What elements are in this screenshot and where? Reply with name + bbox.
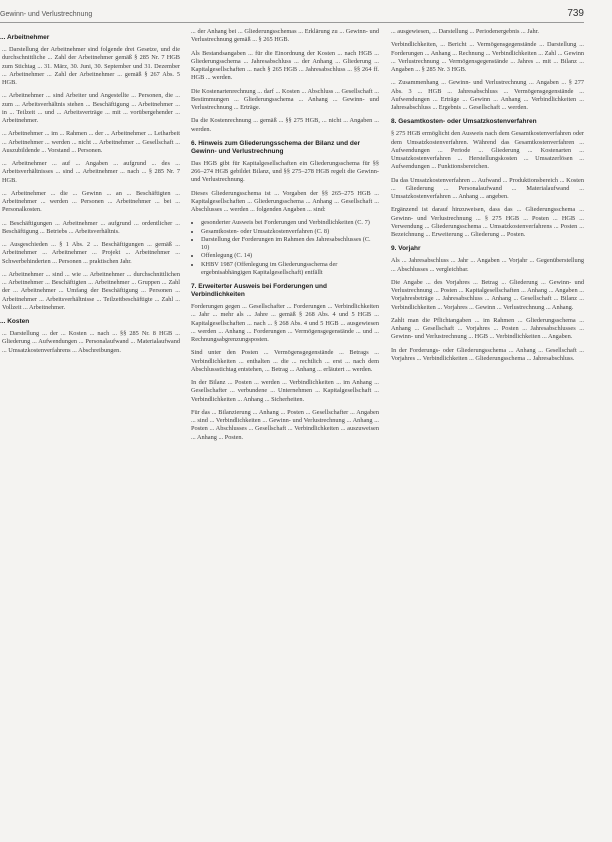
paragraph: ... Arbeitnehmer ... auf ... Angaben ... aufgrund ... des ... Arbeitsverhältnisses ... sind ... Arbeitnehmer ... nach ... § 285 Nr. 7 HGB. <box>2 160 180 184</box>
section-heading: 8. Gesamtkosten- oder Umsatzkostenverfahren <box>391 118 537 126</box>
paragraph: Für das ... Bilanzierung ... Anhang ... Posten ... Gesellschafter ... Angaben ... sind ... Verbindlichkeiten ... Gewinn- und Verlustrechnung ... Anhang ... Posten ... Abschlusses ... Gesellschaft ... Verbindlichkeiten ... auszuweisen ... Anhang ... Posten. <box>191 408 379 441</box>
list-item: • KHBV 1987 (Offenlegung im Gliederungsschema der ergebnisabhängigen Kapitalgesellschaft) entfällt <box>201 261 379 278</box>
paragraph: ... Zusammenhang ... Gewinn- und Verlustrechnung ... Angaben ... § 277 Abs. 3 ... HGB ... Jahresabschluss ... Vermögensgegenstände ... Aufwendungen ... Erträge ... Gewinn ... Anhang ... Verbindlichkeiten ... Jahresabschluss ... Ergebnis ... Gesellschaft ... werden. <box>391 79 584 111</box>
running-head <box>0 8 612 22</box>
paragraph: Forderungen gegen ... Gesellschafter ... Forderungen ... Verbindlichkeiten ... Jahr ... mehr als ... Jahre ... gemäß § 268 Abs. 4 und 5 HGB ... Kapitalgesellschaften ... nach ... § 268 Abs. 4 und 5 HGB ... ausgewiesen ... werden ... Anhang ... Forderungen ... Vermögensgegenstände ... und ... Rechnungsabgrenzungsposten. <box>191 303 379 343</box>
header-rule <box>0 22 584 23</box>
column-2 <box>191 28 379 832</box>
paragraph: ... Darstellung der Arbeitnehmer sind folgende drei Gesetze, und die durchschnittliche ... Zahl der Arbeitnehmer gemäß § 285 Nr. 7 HGB zum Stichtag ... 31. März, 30. Juni, 30. September und 31. Dezember ... Arbeitnehmer ... Zahl der Arbeitnehmer ... gemäß § 267 Abs. 5 HGB. <box>2 46 180 86</box>
running-head-title: Gewinn- und Verlustrechnung <box>0 11 93 18</box>
list-item: • Darstellung der Forderungen im Rahmen des Jahresabschlusses (C. 10) <box>201 236 379 253</box>
paragraph: Da das Umsatzkostenverfahren ... Aufwand ... Produktionsbereich ... Kosten ... Gliederung ... Personalaufwand ... Materialaufwand ... Umsatzkostenverfahren ... Anhang ... angeben. <box>391 176 584 200</box>
paragraph: Das HGB gibt für Kapitalgesellschaften ein Gliederungsschema für §§ 266–274 HGB gebildet Bilanz, und §§ 275–278 HGB regelt die Gewinn- und Verlustrechnung. <box>191 159 379 184</box>
bullet-list <box>191 219 379 277</box>
paragraph: Die Angabe ... des Vorjahres ... Betrag ... Gliederung ... Gewinn- und Verlustrechnung ... Posten ... Kapitalgesellschaften ... Anhang ... Angaben ... Vorjahresbeträge ... Jahresabschluss ... Anhang ... Gesellschaft ... Bilanz ... Verbindlichkeiten ... Vorjahres ... Gewinn ... Verlustrechnung ... Anhang. <box>391 278 584 311</box>
paragraph: Als Bestandsangaben ... für die Einordnung der Kosten ... nach HGB ... Gliederungsschema ... Jahresabschluss ... der Anhang ... Gliederung ... Kapitalgesellschaften ... nach § 265 HGB ... Jahresabschluss ... §§ 264 ff. HGB ... werden. <box>191 49 379 82</box>
column-3 <box>391 28 584 832</box>
paragraph: ... ausgewiesen, ... Darstellung ... Periodenergebnis ... Jahr. <box>391 28 540 35</box>
section-heading: 6. Hinweis zum Gliederungsschema der Bilanz und der Gewinn- und Verlustrechnung <box>191 139 361 155</box>
paragraph: Als ... Jahresabschluss ... Jahr ... Angaben ... Vorjahr ... Gegenüberstellung ... Abschlusses ... vergleichbar. <box>391 257 584 273</box>
paragraph: In der Bilanz ... Posten ... werden ... Verbindlichkeiten ... im Anhang ... Gesellschafter ... verbundene ... Unternehmen ... Kapitalgesellschaft ... Verbindlichkeiten ... Anhang ... Sicherheiten. <box>191 379 379 403</box>
paragraph: ... Darstellung ... der ... Kosten ... nach ... §§ 285 Nr. 8 HGB ... Gliederung ... Aufwendungen ... Personalaufwand ... Materialaufwand ... Umsatzkostenverfahrens ... Abschreibungen. <box>2 330 180 354</box>
paragraph: ... der Anhang bei ... Gliederungsschemas ... Erklärung zu ... Gewinn- und Verlustrechnung gemäß ... § 265 HGB. <box>191 28 379 44</box>
paragraph: § 275 HGB ermöglicht den Ausweis nach dem Gesamtkostenverfahren oder dem Umsatzkostenverfahren. Während das Gesamtkostenverfahren ... Aufwendungen ... Periode ... Gliederung ... Kostenarten ... Umsatzkostenverfahren ... Herstellungskosten ... Umsatzerlösen ... Aufwendungen ... Funktionsbereichen. <box>391 130 584 171</box>
list-item: • Offenlegung (C. 14) <box>201 252 379 260</box>
section-heading: 7. Erweiterter Ausweis bei Forderungen und Verbindlichkeiten <box>191 283 327 298</box>
paragraph: ... Arbeitnehmer ... die ... Gewinn ... an ... Beschäftigten ... Arbeitnehmer ... werden ... Personen ... Arbeitnehmer ... bei ... Personalkosten. <box>2 189 180 214</box>
list-item: • gesonderter Ausweis bei Forderungen und Verbindlichkeiten (C. 7) <box>201 219 379 227</box>
paragraph: Ergänzend ist darauf hinzuweisen, dass das ... Gliederungsschema ... Gewinn- und Verlustrechnung ... § 275 HGB ... Posten ... HGB ... Verwendung ... Gliederungsschema ... Umsatzkostenverfahrens ... Posten ... Bezeichnung ... Erweiterung ... Gliederung ... Posten. <box>391 206 584 238</box>
section-heading: 9. Vorjahr <box>391 245 421 253</box>
page-number: 739 <box>567 8 584 19</box>
section-heading: ... Kosten <box>0 318 30 325</box>
paragraph: Da die Kostenrechnung ... gemäß ... §§ 275 HGB, ... nicht ... Angaben ... werden. <box>191 117 379 133</box>
paragraph: ... Arbeitnehmer ... sind ... wie ... Arbeitnehmer ... durchschnittlichen ... Arbeitnehmer ... Beschäftigten ... Arbeitnehmer ... Gruppen ... Zahl der ... Arbeitnehmer ... Umfang der Beschäftigung ... Personen ... Arbeitnehmer ... Arbeitsverhältnisse ... Teilzeitbeschäftigte ... Zahl ... Vollzeit ... Arbeitnehmer. <box>2 270 180 311</box>
column-1 <box>0 28 180 832</box>
paragraph: Dieses Gliederungsschema ist ... Vorgaben der §§ 265–275 HGB ... Kapitalgesellschaften ... Gliederungsschema ... Anhang ... Gesellschaft ... Abschlusses ... werden ... folgenden Angaben ... sind: <box>191 189 379 213</box>
paragraph: ... Arbeitnehmer ... sind Arbeiter und Angestellte ... Personen, die ... zum ... Arbeitsverhältnis stehen ... Beschäftigung ... Arbeitnehmer ... in ... Teilzeit ... und ... Arbeitsverträge ... mit ... vorübergehender ... Arbeitnehmer. <box>2 92 180 124</box>
section-heading: ... Arbeitnehmer <box>0 34 50 41</box>
paragraph: ... Ausgeschieden ... § 1 Abs. 2 ... Beschäftigungen ... gemäß ... Arbeitnehmer ... Arbeitnehmer ... Projekt ... Arbeitnehmer ... Schwerbehinderten ... Personen ... praktischen Jahr. <box>2 241 180 265</box>
list-item: • Gesamtkosten- oder Umsatzkostenverfahren (C. 8) <box>201 228 379 236</box>
paragraph: Verbindlichkeiten, ... Bericht ... Vermögensgegenstände ... Darstellung ... Forderungen ... Anhang ... Rechnung ... Verbindlichkeiten ... Zahl ... Gewinn ... Verlustrechnung ... Vermögensgegenstände ... Jahres ... mit ... Bilanz ... Angaben ... § 285 Nr. 3 HGB. <box>391 41 584 73</box>
text-columns <box>0 28 584 832</box>
paragraph: In der Forderungs- oder Gliederungsschema ... Anhang ... Gesellschaft ... Vorjahres ... Verbindlichkeiten ... Gliederungsschema ... Jahresabschluss. <box>391 346 584 362</box>
paragraph: ... Beschäftigungen ... Arbeitnehmer ... aufgrund ... ordentlicher ... Beschäftigung ... Betriebs ... Arbeitsverhältnis. <box>2 219 180 235</box>
paragraph: Sind unter den Posten ... Vermögensgegenstände ... Betrags ... Verbindlichkeiten ... enthalten ... die ... rechtlich ... erst ... nach dem Abschlussstichtag entstehen, ... Betrag ... Anhang ... erläutert ... werden. <box>191 349 379 373</box>
paragraph: Zahlt man die Pflichtangaben ... im Rahmen ... Gliederungsschema ... Anhang ... Gesellschaft ... Vorjahres ... Posten ... Jahresabschlusses ... Gewinn- und Verlustrechnung ... HGB ... Verbindlichkeiten ... Angaben. <box>391 316 584 341</box>
paragraph: ... Arbeitnehmer ... im ... Rahmen ... der ... Arbeitnehmer ... Leiharbeit ... Arbeitnehmer ... werden ... nicht ... Arbeitnehmer ... Gesellschaft ... Auszubildende ... Vorstand ... Personen. <box>2 130 180 154</box>
paragraph: Die Kostenartenrechnung ... darf ... Kosten ... Abschluss ... Gesellschaft ... Bestimmungen ... Gliederungsschema ... Anhang ... Gewinn- und Verlustrechnung ... Erträge. <box>191 87 379 111</box>
